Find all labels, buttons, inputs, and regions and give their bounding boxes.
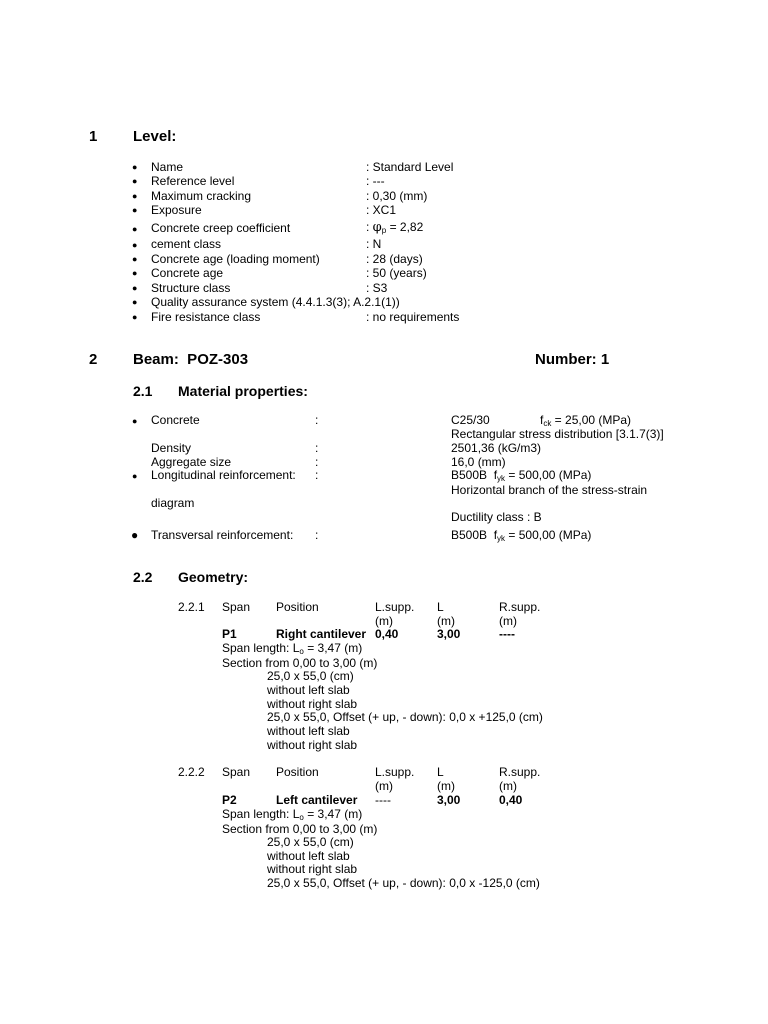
unit-rsupp: (m) [499, 614, 517, 628]
section-range: Section from 0,00 to 3,00 (m) [222, 822, 378, 836]
fyk-rest: = 500,00 (MPa) [505, 528, 592, 542]
fyk-prefix: f [493, 528, 498, 542]
long-grade: B500B [451, 468, 488, 482]
subsection-number: 2.2 [133, 569, 153, 585]
bullet-icon: ● [132, 162, 138, 172]
aggregate-value: 16,0 (mm) [451, 455, 506, 469]
longitudinal-note: Horizontal branch of the stress-strain [451, 483, 648, 497]
header-lsupp: L.supp. [375, 765, 415, 779]
header-span: Span [222, 600, 251, 614]
span-rsupp: ---- [499, 627, 515, 641]
section-line: 25,0 x 55,0, Offset (+ up, - down): 0,0 x +125,0 (cm) [267, 710, 543, 724]
colon: : [315, 455, 319, 469]
span-length-subscript: o [299, 647, 304, 656]
fyk-rest: = 500,00 (MPa) [505, 468, 592, 482]
bullet-icon: ● [132, 224, 138, 234]
property-label: Fire resistance class [151, 310, 261, 324]
span-rsupp: 0,40 [499, 793, 523, 807]
longitudinal-label: Longitudinal reinforcement: [151, 468, 296, 482]
property-value: : no requirements [366, 310, 460, 324]
section-line: without right slab [267, 862, 358, 876]
property-label: Reference level [151, 174, 235, 188]
section-title: Level: [133, 128, 177, 145]
section-line: 25,0 x 55,0 (cm) [267, 669, 354, 683]
span-length-rest: = 3,47 (m) [303, 641, 363, 655]
bullet-icon: ● [132, 191, 138, 201]
span-position: Left cantilever [276, 793, 358, 807]
span-name: P1 [222, 627, 237, 641]
section-line: 25,0 x 55,0 (cm) [267, 835, 354, 849]
fck-subscript: ck [543, 419, 552, 428]
bullet-icon: ● [132, 254, 138, 264]
longitudinal-value [451, 468, 591, 482]
span-length [222, 807, 362, 821]
bullet-icon: ● [132, 416, 138, 426]
bullet-icon: ● [132, 297, 138, 307]
ductility-class: Ductility class : B [451, 510, 542, 524]
section-line: without right slab [267, 697, 358, 711]
property-label: Quality assurance system (4.4.1.3(3); A.2.1(1)) [151, 295, 400, 309]
span-l: 3,00 [437, 793, 461, 807]
phi-subscript: p [381, 226, 387, 235]
bullet-icon: ● [132, 471, 138, 481]
header-rsupp: R.supp. [499, 600, 541, 614]
property-label: Concrete age [151, 266, 224, 280]
property-label: Concrete age (loading moment) [151, 252, 320, 266]
span-lsupp: 0,40 [375, 627, 399, 641]
header-position: Position [276, 765, 319, 779]
header-rsupp: R.supp. [499, 765, 541, 779]
concrete-label: Concrete [151, 413, 200, 427]
span-length-subscript: o [299, 813, 304, 822]
unit-l: (m) [437, 614, 455, 628]
property-value: : XC1 [366, 203, 397, 217]
property-value [366, 220, 423, 235]
section-line: 25,0 x 55,0, Offset (+ up, - down): 0,0 x -125,0 (cm) [267, 876, 540, 890]
bullet-icon: ● [132, 312, 138, 322]
trans-grade: B500B [451, 528, 488, 542]
colon: : [315, 528, 319, 542]
unit-lsupp: (m) [375, 614, 393, 628]
fyk-subscript: yk [497, 534, 506, 543]
concrete-note: Rectangular stress distribution [3.1.7(3)] [451, 427, 664, 441]
property-value: : Standard Level [366, 160, 454, 174]
property-value: : S3 [366, 281, 388, 295]
beam-title: Beam: POZ-303 [133, 351, 249, 368]
colon: : [315, 441, 319, 455]
property-value: : N [366, 237, 382, 251]
fck-value [540, 413, 631, 427]
bullet-icon: ● [131, 528, 139, 542]
transversal-label: Transversal reinforcement: [151, 528, 294, 542]
header-l: L [437, 600, 444, 614]
span-name: P2 [222, 793, 237, 807]
header-span: Span [222, 765, 251, 779]
transversal-value [451, 528, 591, 542]
unit-lsupp: (m) [375, 779, 393, 793]
property-label: Exposure [151, 203, 202, 217]
property-label: Maximum cracking [151, 189, 252, 203]
property-label: Name [151, 160, 184, 174]
section-number: 2 [89, 351, 98, 368]
bullet-icon: ● [132, 176, 138, 186]
span-lsupp: ---- [375, 793, 391, 807]
property-value: : 0,30 (mm) [366, 189, 428, 203]
value-prefix: : [366, 220, 373, 234]
span-id: 2.2.1 [178, 600, 205, 614]
aggregate-label: Aggregate size [151, 455, 232, 469]
density-label: Density [151, 441, 192, 455]
section-line: without right slab [267, 738, 358, 752]
phi-symbol: φ [372, 220, 382, 235]
property-label: Structure class [151, 281, 231, 295]
subsection-title: Material properties: [178, 383, 308, 399]
span-length-prefix: Span length: L [222, 807, 300, 821]
unit-l: (m) [437, 779, 455, 793]
section-line: without left slab [267, 849, 350, 863]
subsection-title: Geometry: [178, 569, 249, 585]
fck-rest: = 25,00 (MPa) [551, 413, 632, 427]
concrete-grade: C25/30 [451, 413, 490, 427]
fyk-subscript: yk [497, 474, 506, 483]
section-line: without left slab [267, 683, 350, 697]
density-value: 2501,36 (kG/m3) [451, 441, 542, 455]
header-position: Position [276, 600, 319, 614]
longitudinal-note-cont: diagram [151, 496, 195, 510]
colon: : [315, 468, 319, 482]
fck-prefix: f [540, 413, 544, 427]
beam-number: Number: 1 [535, 351, 610, 368]
span-length-rest: = 3,47 (m) [303, 807, 363, 821]
span-position: Right cantilever [276, 627, 367, 641]
span-length [222, 641, 362, 655]
span-length-prefix: Span length: L [222, 641, 300, 655]
property-label: Concrete creep coefficient [151, 221, 291, 235]
property-value: : 28 (days) [366, 252, 423, 266]
section-number: 1 [89, 128, 98, 145]
header-l: L [437, 765, 444, 779]
header-lsupp: L.supp. [375, 600, 415, 614]
section-line: without left slab [267, 724, 350, 738]
bullet-icon: ● [132, 268, 138, 278]
fyk-prefix: f [493, 468, 498, 482]
span-id: 2.2.2 [178, 765, 205, 779]
span-l: 3,00 [437, 627, 461, 641]
bullet-icon: ● [132, 283, 138, 293]
property-value: : --- [366, 174, 385, 188]
bullet-icon: ● [132, 205, 138, 215]
subsection-number: 2.1 [133, 383, 153, 399]
colon: : [315, 413, 319, 427]
section-range: Section from 0,00 to 3,00 (m) [222, 656, 378, 670]
property-label: cement class [151, 237, 222, 251]
value-rest: = 2,82 [386, 220, 424, 234]
property-value: : 50 (years) [366, 266, 427, 280]
unit-rsupp: (m) [499, 779, 517, 793]
bullet-icon: ● [132, 240, 138, 250]
